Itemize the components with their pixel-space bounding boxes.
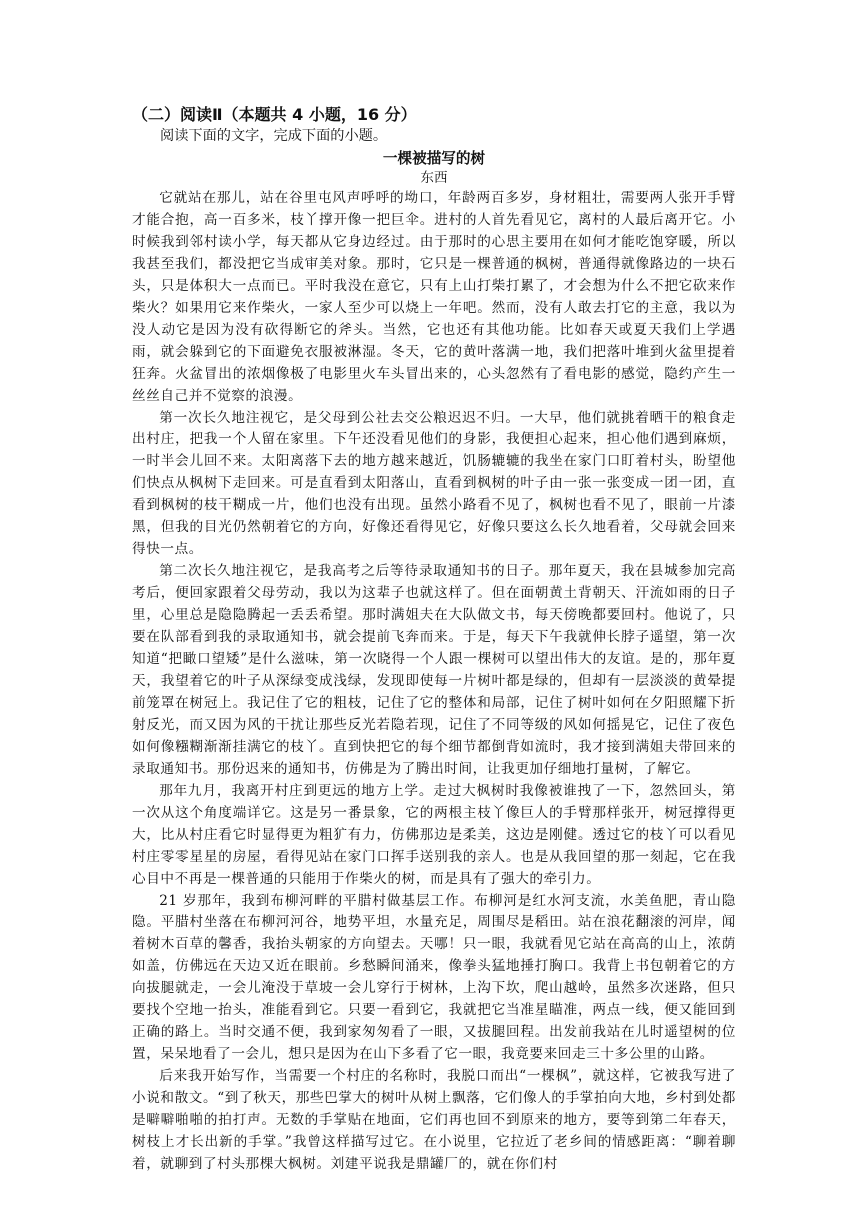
article-title: 一棵被描写的树 xyxy=(382,150,486,167)
reading-section xyxy=(132,104,736,1176)
article-paragraph-4: 那年九月，我离开村庄到更远的地方上学。走过大枫树时我像被谁拽了一下，忽然回头，第一次从这个角度端详它。这是另一番景象，它的两根主枝丫像巨人的手臂那样张开，树冠撑得更大，比从村庄看它时显得更为粗犷有力，仿佛那边是柔美，这边是刚健。透过它的枝丫可以看见村庄零零星星的房屋，看得见站在家门口挥手送别我的亲人。也是从我回望的那一刻起，它在我心目中不再是一棵普通的只能用于作柴火的树，而是具有了强大的牵引力。 xyxy=(132,782,736,887)
article-paragraph-6: 后来我开始写作，当需要一个村庄的名称时，我脱口而出“一棵枫”，就这样，它被我写进了小说和散文。“到了秋天，那些巴掌大的树叶从树上飘落，它们像人的手掌拍向大地，乡村到处都是噼噼啪啪的拍打声。无数的手掌贴在地面，它们再也回不到原来的地方，要等到第二年春天，树枝上才长出新的手掌。”我曾这样描写过它。在小说里，它拉近了老乡间的情感距离：“聊着聊着，就聊到了村头那棵大枫树。刘建平说我是鼎罐厂的，就在你们村 xyxy=(132,1068,736,1172)
section-heading: （二）阅读Ⅱ（本题共 4 小题，16 分） xyxy=(132,105,417,124)
article-paragraph-2: 第一次长久地注视它，是父母到公社去交公粮迟迟不归。一大早，他们就挑着晒干的粮食走出村庄，把我一个人留在家里。下午还没看见他们的身影，我便担心起来，担心他们遇到麻烦，一时半会儿回不来。太阳离落下去的地方越来越近，饥肠辘辘的我坐在家门口盯着村头，盼望他们快点从枫树下走回来。可是直看到太阳落山，直看到枫树的叶子由一张一张变成一团一团，直看到枫树的枝干糊成一片，他们也没有出现。虽然小路看不见了，枫树也看不见了，眼前一片漆黑，但我的目光仍然朝着它的方向，好像还看得见它，好像只要这么长久地看着，父母就会回来得快一点。 xyxy=(132,409,736,558)
article-body xyxy=(132,188,736,1176)
article-author: 东西 xyxy=(420,170,448,186)
section-instruction: 阅读下面的文字，完成下面的小题。 xyxy=(160,128,388,144)
article-paragraph-3: 第二次长久地注视它，是我高考之后等待录取通知书的日子。那年夏天，我在县城参加完高考后，便回家跟着父母劳动，我以为这辈子也就这样了。但在面朝黄土背朝天、汗流如雨的日子里，心里总是隐隐腾起一丢丢希望。那时满姐夫在大队做文书，每天傍晚都要回村。他说了，只要在队部看到我的录取通知书，就会提前飞奔而来。于是，每天下午我就伸长脖子遥望，第一次知道“把瞰口望矮”是什么滋味，第一次晓得一个人跟一棵树可以望出伟大的友谊。是的，那年夏天，我望着它的叶子从深绿变成浅绿，发现即使每一片树叶都是绿的，但却有一层淡淡的黄晕提前笼罩在树冠上。我记住了它的粗枝，记住了它的整体和局部，记住了树叶如何在夕阳照耀下折射反光，而又因为风的干扰让那些反光若隐若现，记住了不同等级的风如何摇晃它，记住了夜色如何像糨糊渐渐挂满它的枝丫。直到快把它的每个细节都倒背如流时，我才接到满姐夫带回来的录取通知书。那份迟来的通知书，仿佛是为了腾出时间，让我更加仔细地打量树，了解它。 xyxy=(132,563,736,777)
article-paragraph-1: 它就站在那儿，站在谷里屯风声呼呼的坳口，年龄两百多岁，身材粗壮，需要两人张开手臂才能合抱，高一百多米，枝丫撑开像一把巨伞。进村的人首先看见它，离村的人最后离开它。小时候我到邻村读小学，每天都从它身边经过。由于那时的心思主要用在如何才能吃饱穿暖，所以我甚至我们，都没把它当成审美对象。那时，它只是一棵普通的枫树，普通得就像路边的一块石头，只是体积大一点而已。平时我没在意它，只有上山打柴打累了，才会想为什么不把它砍来作柴火？如果用它来作柴火，一家人至少可以烧上一年吧。然而，没有人敢去打它的主意，我以为没人动它是因为没有砍得断它的斧头。当然，它也还有其他功能。比如春天或夏天我们上学遇雨，就会躲到它的下面避免衣服被淋湿。冬天，它的黄叶落满一地，我们把落叶堆到火盆里提着狂奔。火盆冒出的浓烟像极了电影里火车头冒出来的，心头忽然有了看电影的感觉，隐约产生一丝丝自己并不觉察的浪漫。 xyxy=(132,190,736,404)
article-paragraph-5: 21 岁那年，我到布柳河畔的平腊村做基层工作。布柳河是红水河支流，水美鱼肥，青山隐隐。平腊村坐落在布柳河河谷，地势平坦，水量充足，周围尽是稻田。站在浪花翻滚的河岸，闻着树木百草的馨香，我抬头朝家的方向望去。天哪！只一眼，我就看见它站在高高的山上，浓荫如盖，仿佛远在天边又近在眼前。乡愁瞬间涌来，像拳头猛地捶打胸口。我背上书包朝着它的方向拔腿就走，一会儿淹没于草坡一会儿穿行于树林，上沟下坎，爬山越岭，虽然多次迷路，但只要找个空地一抬头，准能看到它。只要一看到它，我就把它当准星瞄准，两点一线，便又能回到正确的路上。当时交通不便，我到家匆匆看了一眼，又拔腿回程。出发前我站在儿时遥望树的位置，呆呆地看了一会儿，想只是因为在山下多看了它一眼，我竟要来回走三十多公里的山路。 xyxy=(132,892,736,1063)
